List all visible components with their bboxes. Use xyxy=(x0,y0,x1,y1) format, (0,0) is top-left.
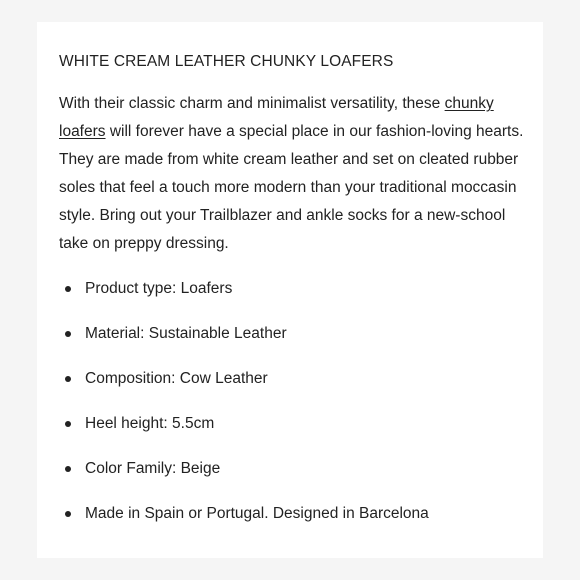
bullet-icon xyxy=(65,466,71,472)
bullet-icon xyxy=(65,331,71,337)
spec-text: Composition: Cow Leather xyxy=(85,370,268,387)
description-intro: With their classic charm and minimalist versatility, these xyxy=(59,95,445,112)
bullet-icon xyxy=(65,286,71,292)
product-description xyxy=(59,90,529,258)
bullet-icon xyxy=(65,376,71,382)
spec-text: Heel height: 5.5cm xyxy=(85,415,215,432)
spec-item-color-family xyxy=(59,457,429,502)
spec-text: Material: Sustainable Leather xyxy=(85,325,287,342)
spec-text: Color Family: Beige xyxy=(85,460,221,477)
spec-item-material xyxy=(59,322,429,367)
spec-text: Made in Spain or Portugal. Designed in Barcelona xyxy=(85,505,429,522)
spec-item-product-type xyxy=(59,277,429,322)
bullet-icon xyxy=(65,511,71,517)
product-spec-list xyxy=(59,277,429,547)
chunky-loafers-link[interactable]: chunky loafers xyxy=(59,95,494,140)
spec-item-composition xyxy=(59,367,429,412)
product-title: WHITE CREAM LEATHER CHUNKY LOAFERS xyxy=(59,53,394,70)
spec-item-origin xyxy=(59,502,429,547)
spec-item-heel-height xyxy=(59,412,429,457)
bullet-icon xyxy=(65,421,71,427)
spec-text: Product type: Loafers xyxy=(85,280,233,297)
description-body: will forever have a special place in our fashion-loving hearts. They are made from white cream leather and set on cleated rubber soles that feel a touch more modern than your traditional moccasin style. Bring out your Trailblazer and ankle socks for a new-school take on preppy dressing. xyxy=(59,123,524,252)
